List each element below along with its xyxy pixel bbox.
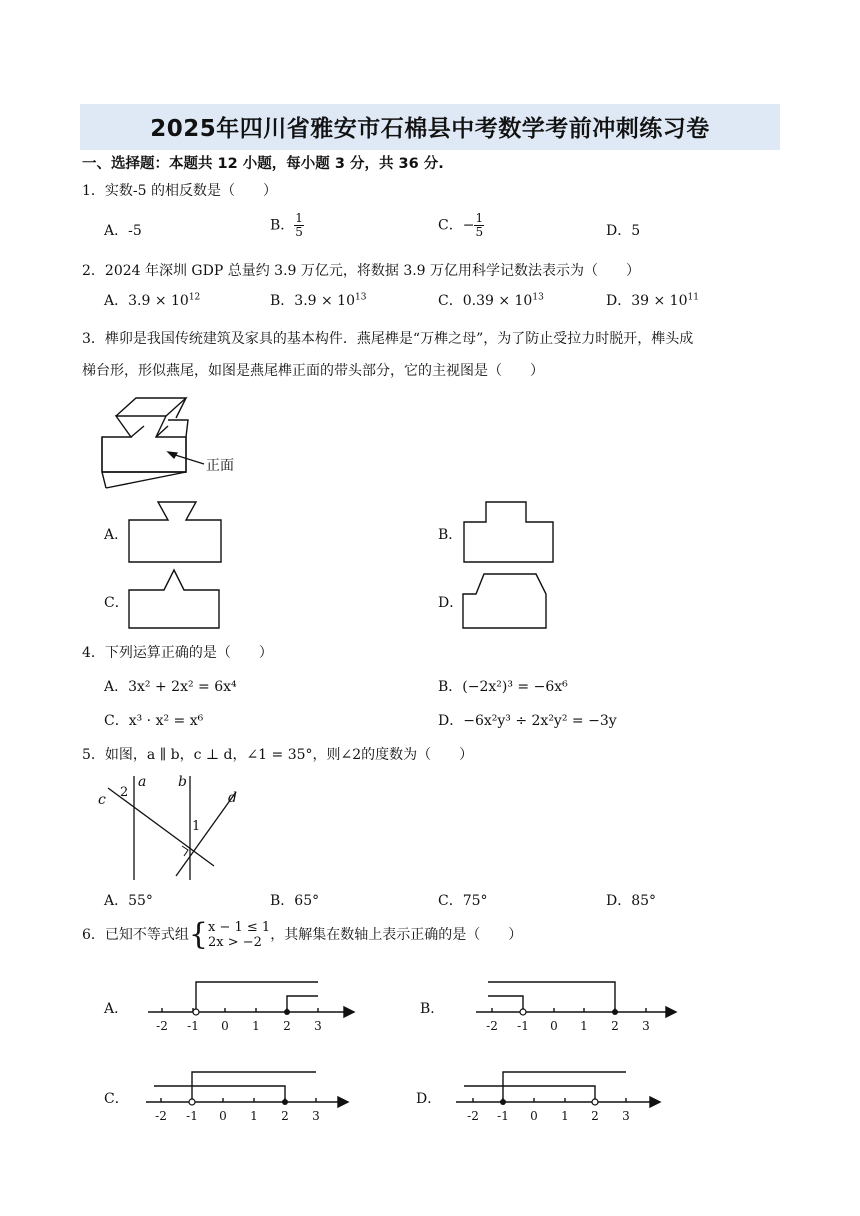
q3-option-b-shape — [462, 500, 562, 570]
denominator: 5 — [295, 225, 303, 239]
q2-c-exponent: 13 — [532, 292, 544, 303]
tick-label: -2 — [486, 1019, 498, 1033]
tick-label: 2 — [283, 1019, 291, 1033]
q4-option-d[interactable]: D．−6x²y³ ÷ 2x²y² = −3y — [438, 713, 617, 729]
numberline-d — [456, 1066, 666, 1126]
label-c: c — [98, 792, 106, 808]
q3-option-d[interactable]: D． — [438, 595, 464, 611]
tick-label: 3 — [312, 1109, 320, 1123]
tick-label: 0 — [221, 1019, 229, 1033]
parallel-lines-figure — [96, 768, 256, 888]
tick-label: 2 — [281, 1109, 289, 1123]
inequality-1: x − 1 ≤ 1 — [208, 920, 271, 935]
q3-option-a[interactable]: A． — [104, 527, 129, 543]
q3-option-c[interactable]: C． — [104, 595, 129, 611]
tick-label: 0 — [550, 1019, 558, 1033]
q2-a-base: A．3.9 × 10 — [104, 293, 189, 309]
q5-option-d[interactable]: D．85° — [606, 893, 657, 909]
tick-label: 3 — [642, 1019, 650, 1033]
q5-option-a[interactable]: A．55° — [104, 893, 153, 909]
q6-option-c[interactable]: C． — [104, 1091, 129, 1107]
q2-option-b[interactable] — [270, 290, 366, 310]
q2-c-base: C．0.39 × 10 — [438, 293, 533, 309]
tick-label: 1 — [252, 1019, 260, 1033]
numerator: 1 — [295, 211, 303, 225]
q1-option-b-label: B． — [270, 217, 295, 234]
angle-1-label: 1 — [192, 819, 201, 834]
inequality-2: 2x > −2 — [208, 935, 262, 950]
q2-stem: 2．2024 年深圳 GDP 总量约 3.9 万亿元，将数据 3.9 万亿用科学记数法表示为（ ） — [82, 263, 641, 279]
numberline-b — [476, 976, 686, 1036]
q5-option-c[interactable]: C．75° — [438, 893, 488, 909]
q6-stem-pre: 6．已知不等式组 — [82, 927, 189, 943]
q2-option-d[interactable] — [606, 290, 699, 310]
q6-stem-post: ，其解集在数轴上表示正确的是（ ） — [270, 927, 523, 943]
denominator: 5 — [475, 225, 484, 239]
q1-option-c-label: C．− — [438, 217, 475, 234]
q2-option-a[interactable] — [104, 290, 200, 310]
tick-label: -1 — [497, 1109, 509, 1123]
numberline-a — [148, 976, 358, 1036]
q6-option-d[interactable]: D． — [416, 1091, 442, 1107]
tick-label: 2 — [611, 1019, 619, 1033]
q2-d-base: D．39 × 10 — [606, 293, 688, 309]
label-b: b — [178, 774, 187, 790]
q6-option-a[interactable]: A． — [104, 1001, 129, 1017]
q3-option-a-shape — [128, 500, 228, 570]
numberline-c — [146, 1066, 356, 1126]
q6-stem — [82, 917, 523, 952]
q2-d-exponent: 11 — [687, 292, 699, 303]
brace: { — [188, 917, 209, 952]
tick-label: 0 — [219, 1109, 227, 1123]
q5-option-b[interactable]: B．65° — [270, 893, 320, 909]
q4-stem: 4．下列运算正确的是（ ） — [82, 645, 273, 661]
tick-label: -2 — [155, 1109, 167, 1123]
q1-option-d[interactable]: D．5 — [606, 223, 641, 239]
q6-option-b[interactable]: B． — [420, 1001, 445, 1017]
line-d — [176, 792, 236, 876]
q2-b-base: B．3.9 × 10 — [270, 293, 355, 309]
front-label: 正面 — [206, 458, 234, 474]
section-heading: 一、选择题：本题共 12 小题，每小题 3 分，共 36 分. — [82, 156, 444, 172]
inequality-system — [208, 920, 270, 950]
tick-label: 0 — [530, 1109, 538, 1123]
tick-label: -1 — [517, 1019, 529, 1033]
tick-label: 1 — [561, 1109, 569, 1123]
q3-stem-line2: 梯台形，形似燕尾，如图是燕尾榫正面的带头部分，它的主视图是（ ） — [82, 363, 544, 379]
numerator: 1 — [475, 211, 484, 225]
q1-option-c-fraction — [474, 212, 484, 239]
q2-a-exponent: 12 — [188, 292, 201, 303]
q3-option-d-shape — [462, 570, 562, 640]
label-a: a — [138, 774, 147, 790]
q3-stem-line1: 3．榫卯是我国传统建筑及家具的基本构件．燕尾榫是“万榫之母”，为了防止受拉力时脱开，榫头成 — [82, 331, 694, 347]
tick-label: 3 — [622, 1109, 630, 1123]
tick-label: -2 — [467, 1109, 479, 1123]
page-title: 2025年四川省雅安市石棉县中考数学考前冲刺练习卷 — [150, 116, 710, 142]
q1-stem: 1．实数-5 的相反数是（ ） — [82, 183, 277, 199]
q1-option-b-fraction — [294, 212, 304, 239]
q3-option-c-shape — [128, 566, 228, 636]
tick-label: 1 — [580, 1019, 588, 1033]
tick-label: -2 — [156, 1019, 168, 1033]
tick-label: -1 — [186, 1109, 198, 1123]
q1-option-c[interactable] — [438, 212, 484, 239]
tick-label: 1 — [250, 1109, 258, 1123]
angle-2-label: 2 — [120, 785, 129, 800]
q2-option-c[interactable] — [438, 290, 544, 310]
tick-label: -1 — [187, 1019, 199, 1033]
q2-b-exponent: 13 — [355, 292, 367, 303]
q4-option-a[interactable]: A．3x² + 2x² = 6x⁴ — [104, 679, 237, 695]
dovetail-figure — [96, 392, 256, 492]
q3-option-b[interactable]: B． — [438, 527, 463, 543]
q4-option-b[interactable]: B．(−2x²)³ = −6x⁶ — [438, 679, 568, 695]
q1-option-a[interactable]: A．-5 — [104, 223, 142, 239]
tick-label: 3 — [314, 1019, 322, 1033]
q5-stem: 5．如图，a ∥ b，c ⊥ d，∠1 = 35°，则∠2的度数为（ ） — [82, 747, 474, 763]
label-d: d — [228, 790, 237, 806]
q1-option-b[interactable] — [270, 212, 304, 239]
q4-option-c[interactable]: C．x³ · x² = x⁶ — [104, 713, 204, 729]
tick-label: 2 — [591, 1109, 599, 1123]
